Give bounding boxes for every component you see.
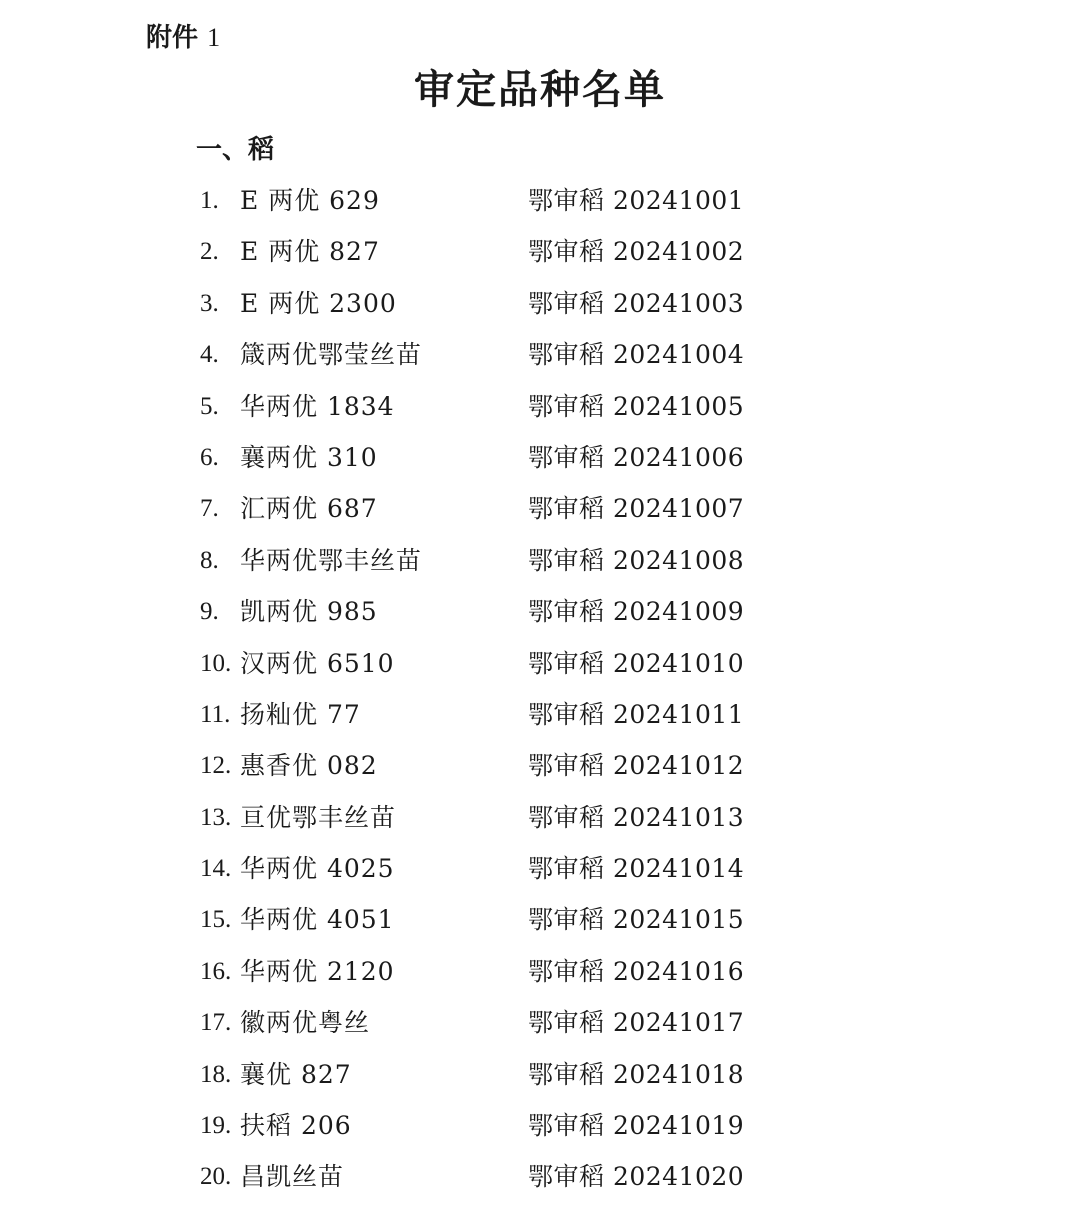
approval-code: 鄂审稻 20241008 (528, 545, 745, 575)
approval-code: 鄂审稻 20241017 (528, 1008, 745, 1038)
variety-name: 华两优 4025 (240, 854, 395, 884)
variety-name: 华两优 4051 (240, 905, 395, 935)
list-item (0, 541, 1080, 592)
list-item (0, 644, 1080, 695)
list-item (0, 1003, 1080, 1054)
approval-code: 鄂审稻 20241011 (528, 699, 745, 729)
variety-index: 3. (200, 289, 219, 317)
variety-index: 5. (200, 392, 219, 420)
variety-index: 7. (200, 495, 219, 523)
attachment-label (146, 18, 220, 58)
approval-code: 鄂审稻 20241013 (528, 802, 745, 832)
variety-index: 4. (200, 341, 219, 369)
approval-code: 鄂审稻 20241012 (528, 751, 745, 781)
list-item (0, 438, 1080, 489)
variety-index: 19. (200, 1112, 232, 1140)
variety-name: 华两优鄂丰丝苗 (240, 545, 423, 575)
variety-name: 昌凯丝苗 (240, 1162, 345, 1192)
list-item (0, 284, 1080, 335)
variety-index: 16. (200, 957, 232, 985)
variety-index: 8. (200, 546, 219, 574)
variety-index: 9. (200, 598, 219, 626)
variety-name: 华两优 2120 (240, 956, 395, 986)
section-heading-rice: 一、稻 (196, 135, 275, 165)
approval-code: 鄂审稻 20241004 (528, 340, 745, 370)
variety-index: 18. (200, 1060, 232, 1088)
attachment-label-text: 附件 (146, 23, 199, 53)
variety-index: 1. (200, 187, 219, 214)
list-item (0, 1157, 1080, 1208)
variety-name: 汇两优 687 (240, 494, 378, 524)
variety-name: 襄优 827 (240, 1059, 352, 1089)
list-item (0, 181, 1080, 232)
variety-list (0, 181, 1080, 1209)
variety-name: E 两优 2300 (240, 288, 397, 318)
approval-code: 鄂审稻 20241015 (528, 905, 745, 935)
approval-code: 鄂审稻 20241014 (528, 854, 745, 884)
list-item (0, 746, 1080, 797)
list-item (0, 849, 1080, 900)
list-item (0, 900, 1080, 951)
variety-name: E 两优 827 (240, 237, 380, 267)
variety-name: 华两优 1834 (240, 391, 395, 421)
variety-name: 凯两优 985 (240, 597, 378, 627)
variety-name: 汉两优 6510 (240, 648, 395, 678)
approval-code: 鄂审稻 20241019 (528, 1111, 745, 1141)
variety-name: 徽两优粤丝 (240, 1008, 371, 1038)
variety-name: 扶稻 206 (240, 1111, 352, 1141)
list-item (0, 695, 1080, 746)
approval-code: 鄂审稻 20241020 (528, 1162, 745, 1192)
approval-code: 鄂审稻 20241002 (528, 237, 745, 267)
list-item (0, 592, 1080, 643)
variety-index: 10. (200, 649, 232, 677)
variety-name: 襄两优 310 (240, 442, 378, 472)
variety-index: 15. (200, 906, 232, 934)
variety-index: 6. (200, 443, 219, 471)
approval-code: 鄂审稻 20241018 (528, 1059, 745, 1089)
variety-index: 17. (200, 1009, 232, 1037)
variety-index: 14. (200, 855, 232, 883)
list-item (0, 489, 1080, 540)
variety-index: 12. (200, 752, 232, 780)
variety-name: 扬籼优 77 (240, 699, 361, 729)
approval-code: 鄂审稻 20241010 (528, 648, 745, 678)
variety-index: 11. (200, 700, 231, 728)
list-item (0, 335, 1080, 386)
approval-code: 鄂审稻 20241001 (528, 186, 745, 215)
attachment-number: 1 (207, 23, 221, 52)
list-item (0, 798, 1080, 849)
approval-code: 鄂审稻 20241006 (528, 442, 745, 472)
approval-code: 鄂审稻 20241007 (528, 494, 745, 524)
list-item (0, 387, 1080, 438)
approval-code: 鄂审稻 20241005 (528, 391, 745, 421)
variety-index: 13. (200, 803, 232, 831)
approval-code: 鄂审稻 20241009 (528, 597, 745, 627)
list-item (0, 952, 1080, 1003)
variety-name: 亘优鄂丰丝苗 (240, 802, 397, 832)
list-item (0, 1106, 1080, 1157)
variety-index: 2. (200, 238, 219, 266)
approval-code: 鄂审稻 20241016 (528, 956, 745, 986)
list-item (0, 232, 1080, 283)
approval-code: 鄂审稻 20241003 (528, 288, 745, 318)
variety-name: E 两优 629 (240, 186, 380, 215)
list-item (0, 1055, 1080, 1106)
variety-name: 惠香优 082 (240, 751, 378, 781)
document-title: 审定品种名单 (414, 66, 666, 113)
variety-name: 箴两优鄂莹丝苗 (240, 340, 423, 370)
variety-index: 20. (200, 1163, 232, 1191)
